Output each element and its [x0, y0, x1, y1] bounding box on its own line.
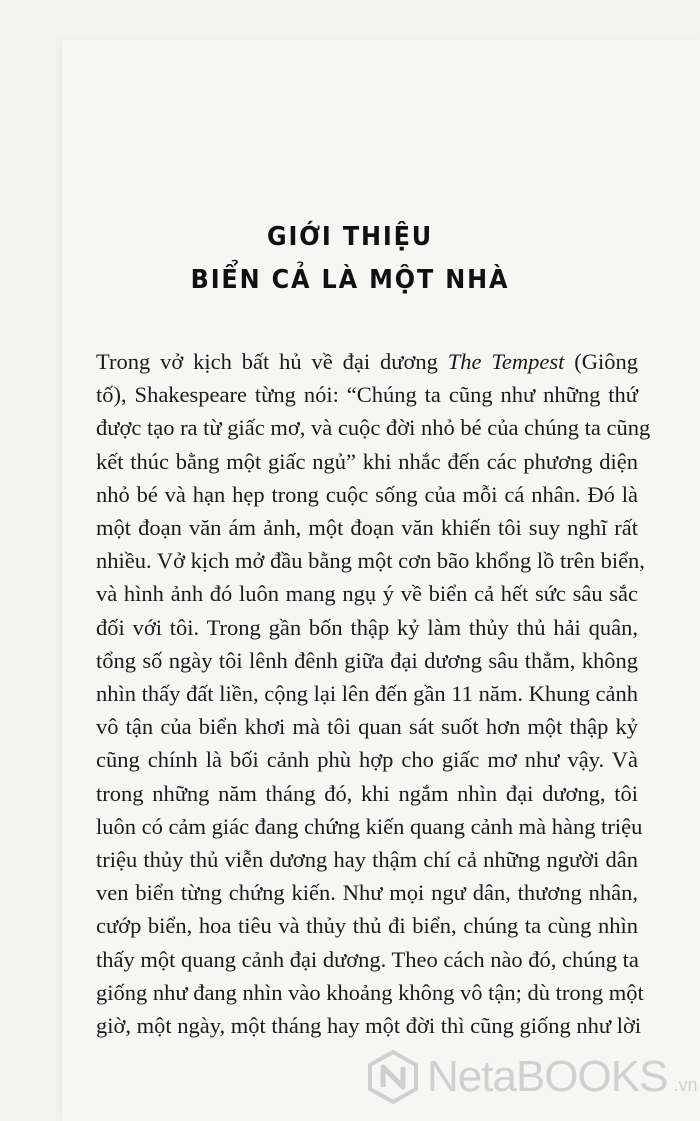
- body-line: một đoạn văn ám ảnh, một đoạn văn khiến tôi suy nghĩ rất: [96, 515, 638, 541]
- body-line: giờ, một ngày, một tháng hay một đời thì cũng giống như lời: [96, 1013, 642, 1039]
- body-line: tổng số ngày tôi lênh đênh giữa đại dương sâu thẳm, không: [96, 647, 638, 673]
- body-line-text: Trong vở kịch bất hủ về đại dương: [96, 349, 448, 374]
- body-line: ven biển từng chứng kiến. Như mọi ngư dân, thương nhân,: [96, 880, 638, 906]
- netabooks-watermark: [365, 1046, 697, 1108]
- body-line: [96, 345, 638, 378]
- play-title: The Tempest: [447, 349, 565, 374]
- body-line: luôn có cảm giác đang chứng kiến quang cảnh mà hàng triệu: [96, 813, 643, 839]
- body-line: nhỏ bé và hạn hẹp trong cuộc sống của mỗi cá nhân. Đó là: [96, 481, 638, 507]
- body-line: triệu thủy thủ viễn dương hay thậm chí cả những người dân: [96, 847, 638, 873]
- chapter-body: [96, 345, 651, 1042]
- body-line: tố), Shakespeare từng nói: “Chúng ta cũng như những thứ: [96, 382, 638, 408]
- body-line: được tạo ra từ giấc mơ, và cuộc đời nhỏ bé của chúng ta cũng: [96, 415, 651, 441]
- watermark-brand: NetaBOOKS: [427, 1052, 668, 1101]
- body-line: đối với tôi. Trong gần bốn thập kỷ làm thủy thủ hải quân,: [96, 614, 638, 640]
- chapter-heading-line2: BIỂN CẢ LÀ MỘT NHÀ: [190, 265, 510, 295]
- watermark-suffix: .vn: [673, 1075, 698, 1095]
- body-line: và hình ảnh đó luôn mang ngụ ý về biển cả hết sức sâu sắc: [96, 581, 638, 607]
- chapter-heading-line1: GIỚI THIỆU: [266, 222, 434, 252]
- netabooks-logo-icon: [365, 1049, 421, 1105]
- body-line: cũng chính là bối cảnh phù hợp cho giấc mơ như vậy. Và: [96, 747, 638, 773]
- body-line: thấy một quang cảnh đại dương. Theo cách nào đó, chúng ta: [96, 946, 639, 972]
- body-line: cướp biển, hoa tiêu và thủy thủ đi biển, chúng ta cùng nhìn: [96, 913, 638, 939]
- body-line: trong những năm tháng đó, khi ngắm nhìn đại dương, tôi: [96, 780, 638, 806]
- body-line: nhìn thấy đất liền, cộng lại lên đến gần 11 năm. Khung cảnh: [96, 681, 638, 707]
- body-line: nhiều. Vở kịch mở đầu bằng một cơn bão khổng lồ trên biển,: [96, 548, 645, 574]
- body-line: giống như đang nhìn vào khoảng không vô tận; dù trong một: [96, 979, 644, 1005]
- body-line: vô tận của biển khơi mà tôi quan sát suốt hơn một thập kỷ: [96, 714, 638, 740]
- body-line-text: (Giông: [564, 349, 638, 374]
- body-line: kết thúc bằng một giấc ngủ” khi nhắc đến các phương diện: [96, 448, 638, 474]
